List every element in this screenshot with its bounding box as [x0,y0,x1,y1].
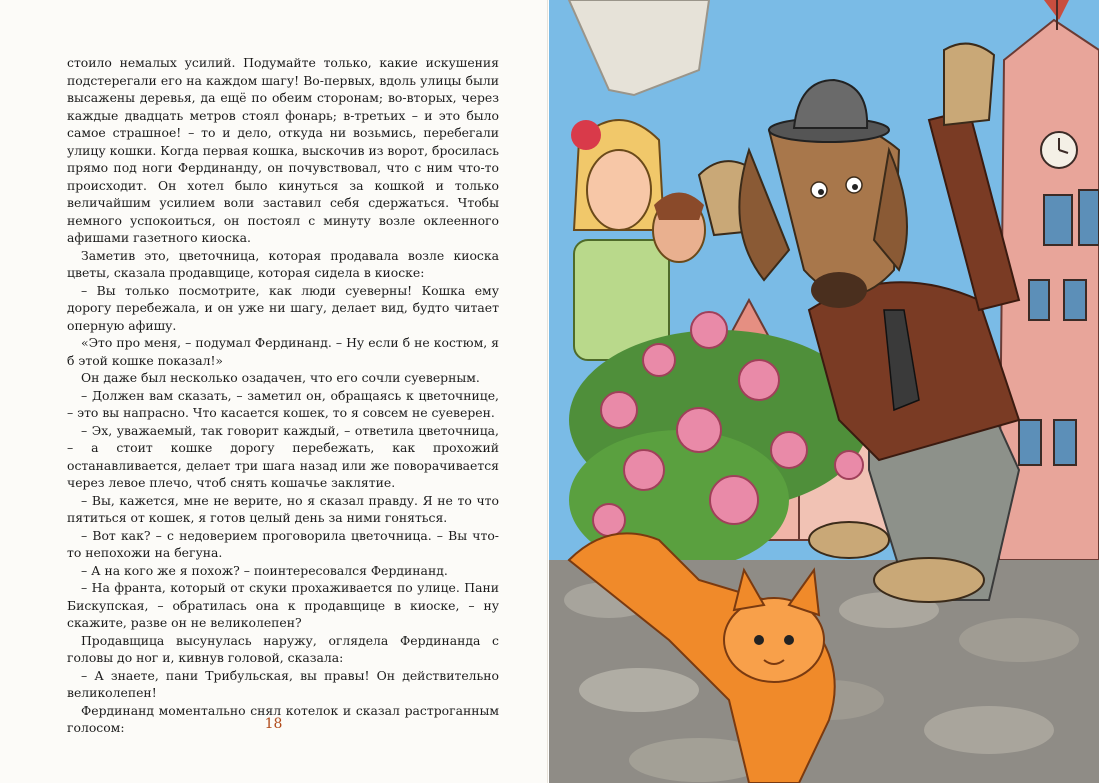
paragraph: стоило немалых усилий. Подумайте только, какие искушения подстерегали его на каждом шагу! Во-первых, вдоль улицы были высажены деревья, да ещё по обеим сторонам; во-вторых, через каждые двадцать метров стоял фонарь; в-третьих – и это было самое страшное! – то и дело, откуда ни возьмись, перебегали улицу кошки. Когда первая кошка, выскочив из ворот, бросилась прямо под ноги Фердинанду, он почувствовал, что с ним что-то происходит. Он хотел было кинуться за кошкой и только величайшим усилием воли заставил себя сдержаться. Чтобы немного успокоиться, он постоял с минуту возле оклеенного афишами газетного киоска. [67,55,499,245]
shoe-left [809,522,889,558]
shoe-right [874,558,984,602]
paragraph: Фердинанд моментально снял котелок и сказал растроганным голосом: [67,702,499,735]
paragraph: – На франта, который от скуки прохаживается по улице. Пани Бискупская, – обратилась она к продавщице в киоске, – ну скажите, разве он не великолепен? [67,580,499,630]
paragraph: «Это про меня, – подумал Фердинанд. – Ну если б не костюм, я б этой кошке показал!» [67,335,499,368]
paragraph: Продавщица высунулась наружу, оглядела Фердинанда с головы до ног и, кивнув головой, сказала: [67,632,499,665]
paragraph: – А знаете, пани Трибульская, вы правы! Он действительно великолепен! [67,667,499,700]
paragraph: – Вы только посмотрите, как люди суеверны! Кошка ему дорогу перебежала, и он уже ни шагу, делает вид, будто читает оперную афишу. [67,282,499,333]
paragraph: – Вы, кажется, мне не верите, но я сказал правду. Я не то что пятиться от кошек, я готов целый день за ними гоняться. [67,492,499,525]
illustration-scene [549,0,1099,783]
paragraph: Он даже был несколько озадачен, что его сочли суеверным. [81,370,480,385]
hair-rose-icon [571,120,601,150]
page-number: 18 [264,716,283,732]
left-page [0,0,548,783]
boy [653,193,705,263]
raised-paw [944,44,994,125]
paragraph: Заметив это, цветочница, которая продавала возле киоска цветы, сказала продавщице, которая сидела в киоске: [67,247,499,280]
illustration [549,0,1099,783]
paragraph: – Эх, уважаемый, так говорит каждый, – ответила цветочница, – а стоит кошке дорогу перебежать, как прохожий останавливается, делает три шага назад или же поворачивается через левое плечо, чтоб снять кошачье заклятие. [67,422,499,490]
paragraph: – А на кого же я похож? – поинтересовался Фердинанд. [81,562,448,578]
paragraph: – Должен вам сказать, – заметил он, обращаясь к цветочнице, – это вы напрасно. Что касается кошек, то я совсем не суеверен. [67,387,499,420]
dog-nose [811,272,867,308]
paragraph: – Вот как? – с недоверием проговорила цветочница. – Вы что-то непохожи на бегуна. [67,527,499,560]
body-text [67,54,499,737]
